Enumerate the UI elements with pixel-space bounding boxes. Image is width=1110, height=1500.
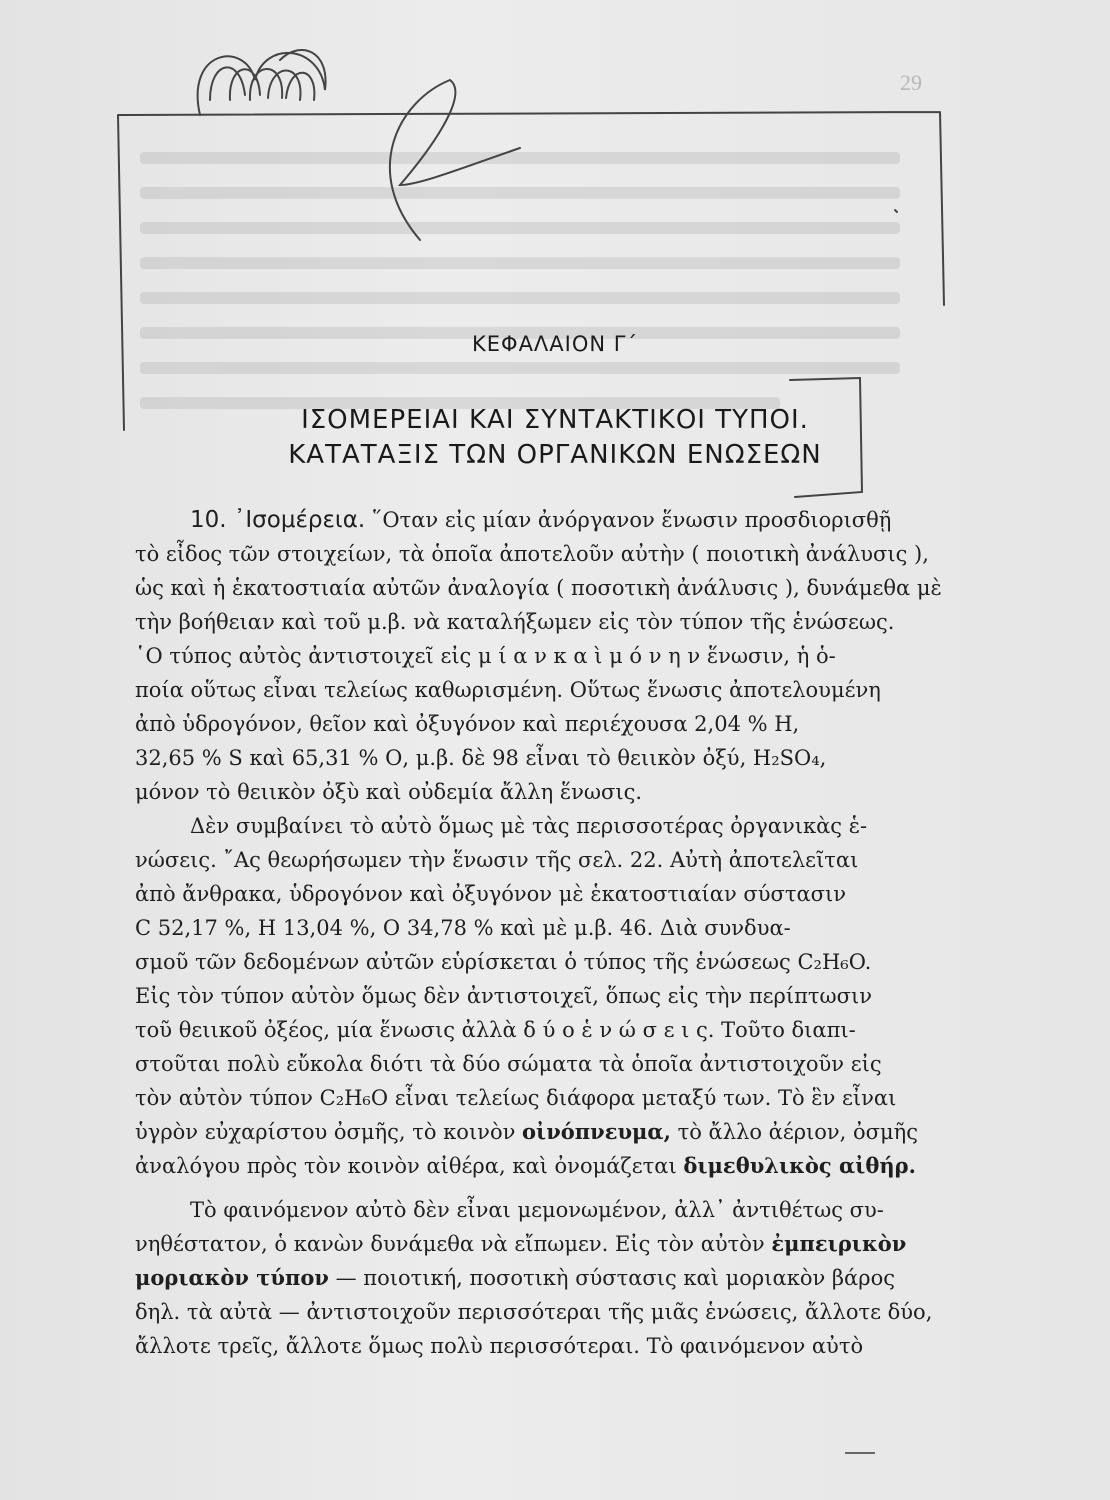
chapter-label: ΚΕΦΑΛΑΙΟΝ Γ΄ xyxy=(472,332,638,356)
text-line: τὸν αὐτὸν τύπον C₂H₆O εἶναι τελείως διάφορα μεταξύ των. Τὸ ἓν εἶναι xyxy=(135,1086,897,1110)
chapter-title-line-1: ΙΣΟΜΕΡΕΙΑΙ ΚΑΙ ΣΥΝΤΑΚΤΙΚΟΙ ΤΥΠΟΙ. xyxy=(301,405,809,435)
text-line xyxy=(135,1115,955,1149)
text-line: ἄλλοτε τρεῖς, ἄλλοτε ὅμως πολὺ περισσότεραι. Τὸ φαινόμενον αὐτὸ xyxy=(135,1334,864,1358)
text-line: τὴν βοήθειαν καὶ τοῦ μ.β. νὰ καταλήξωμεν εἰς τὸν τύπον τῆς ἑνώσεως. xyxy=(135,610,895,634)
pencil-bracket xyxy=(790,378,862,497)
chapter-title-line-2: ΚΑΤΑΤΑΞΙΣ ΤΩΝ ΟΡΓΑΝΙΚΩΝ ΕΝΩΣΕΩΝ xyxy=(288,440,822,470)
text-line xyxy=(135,1261,955,1295)
text-line: C 52,17 %, H 13,04 %, O 34,78 % καὶ μὲ μ.β. 46. Διὰ συνδυα- xyxy=(135,916,791,940)
text-line: Δὲν συμβαίνει τὸ αὐτὸ ὅμως μὲ τὰς περισσοτέρας ὀργανικὰς ἑ- xyxy=(190,814,868,838)
term-oinopneuma: οἰνόπνευμα, xyxy=(522,1119,671,1144)
text-line: τοῦ θειικοῦ ὀξέος, μία ἕνωσις ἀλλὰ δ ύ ο ἑ ν ώ σ ε ι ς. Τοῦτο διαπι- xyxy=(135,1018,856,1042)
text-line: 32,65 % S καὶ 65,31 % Ο, μ.β. δὲ 98 εἶναι τὸ θειικὸν ὀξύ, H₂SO₄, xyxy=(135,746,827,770)
text-line: Εἰς τὸν τύπον αὐτὸν ὅμως δὲν ἀντιστοιχεῖ, ὅπως εἰς τὴν περίπτωσιν xyxy=(135,984,872,1008)
page-number: 29 xyxy=(900,70,922,95)
text-line: δηλ. τὰ αὐτὰ — ἀντιστοιχοῦν περισσότεραι τῆς μιᾶς ἑνώσεις, ἄλλοτε δύο, xyxy=(135,1300,933,1324)
text-line xyxy=(135,1227,955,1261)
text-line: νώσεις. ῎Ας θεωρήσωμεν τὴν ἕνωσιν τῆς σελ. 22. Αὐτὴ ἀποτελεῖται xyxy=(135,848,859,872)
text-line: ῾Ο τύπος αὐτὸς ἀντιστοιχεῖ εἰς μ ί α ν κ α ὶ μ ό ν η ν ἕνωσιν, ἡ ὁ- xyxy=(135,644,836,668)
term-molecular-formula: μοριακὸν τύπον xyxy=(135,1265,329,1290)
text-line: ἀπὸ ἄνθρακα, ὑδρογόνον καὶ ὀξυγόνον μὲ ἑκατοστιαίαν σύστασιν xyxy=(135,882,846,906)
text-line: ποία οὕτως εἶναι τελείως καθωρισμένη. Οὕτως ἕνωσις ἀποτελουμένη xyxy=(135,678,881,702)
text-run: τὸ ἄλλο ἀέριον, ὀσμῆς xyxy=(670,1120,919,1144)
text-line: στοῦται πολὺ εὔκολα διότι τὰ δύο σώματα τὰ ὁποῖα ἀντιστοιχοῦν εἰς xyxy=(135,1052,882,1076)
text-line: τὸ εἶδος τῶν στοιχείων, τὰ ὁποῖα ἀποτελοῦν αὐτὴν ( ποιοτικὴ ἀνάλυσις ), xyxy=(135,542,929,566)
text-line xyxy=(135,1149,955,1183)
text-run: ἀναλόγου πρὸς τὸν κοινὸν αἰθέρα, καὶ ὀνομάζεται xyxy=(135,1154,684,1178)
text-run: ῞Οταν εἰς μίαν ἀνόργανον ἕνωσιν προσδιορισθῇ xyxy=(371,508,892,532)
text-run: νηθέστατον, ὁ κανὼν δυνάμεθα νὰ εἴπωμεν. Εἰς τὸν αὐτὸν xyxy=(135,1232,772,1256)
pencil-box-outline xyxy=(118,112,944,430)
pencil-scribble xyxy=(198,50,326,115)
pencil-stroke xyxy=(390,80,520,240)
text-line: Τὸ φαινόμενον αὐτὸ δὲν εἶναι μεμονωμένον, ἀλλ᾿ ἀντιθέτως συ- xyxy=(190,1198,884,1222)
section-heading: 10. ᾿Ισομέρεια. xyxy=(190,507,366,533)
text-line: μόνον τὸ θειικὸν ὀξὺ καὶ οὐδεμία ἄλλη ἕνωσις. xyxy=(135,780,643,804)
print-mark xyxy=(845,1452,875,1454)
text-run: ὑγρὸν εὐχαρίστου ὀσμῆς, τὸ κοινὸν xyxy=(135,1120,523,1144)
text-run: — ποιοτική, ποσοτικὴ σύστασις καὶ μοριακὸν βάρος xyxy=(328,1266,895,1290)
term-dimethyl-ether: διμεθυλικὸς αἰθήρ. xyxy=(683,1153,916,1178)
text-line: σμοῦ τῶν δεδομένων αὐτῶν εὑρίσκεται ὁ τύπος τῆς ἑνώσεως C₂H₆O. xyxy=(135,950,872,974)
term-empirical: ἐμπειρικὸν xyxy=(771,1231,907,1256)
text-line: ὡς καὶ ἡ ἑκατοστιαία αὐτῶν ἀναλογία ( ποσοτικὴ ἀνάλυσις ), δυνάμεθα μὲ xyxy=(135,576,942,600)
text-line xyxy=(190,503,955,537)
text-line: ἀπὸ ὑδρογόνον, θεῖον καὶ ὀξυγόνον καὶ περιέχουσα 2,04 % Η, xyxy=(135,712,800,736)
